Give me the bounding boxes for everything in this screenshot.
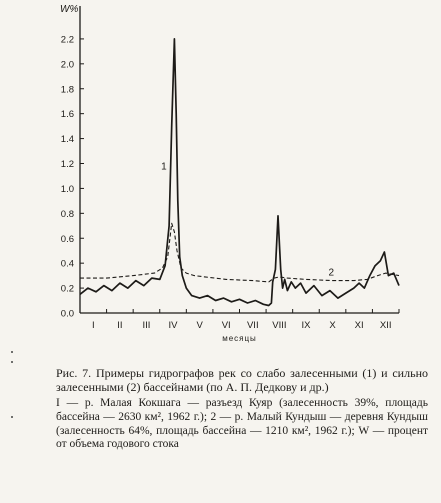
x-tick-label: I (91, 320, 95, 331)
y-tick-label: 0.2 (60, 283, 74, 295)
y-tick-label: 0.6 (60, 233, 74, 245)
y-tick-label: 1.0 (60, 183, 74, 195)
y-axis-label: W% (60, 4, 79, 15)
y-tick-label: 0.8 (60, 208, 74, 220)
caption-title: Рис. 7. Примеры гидрографов рек со слабо залесенными (1) и сильно залесенными (2) бассейнами (по А. П. Дедкову и др.) (56, 366, 428, 395)
x-tick-label: IV (168, 320, 178, 331)
x-tick-label: XII (379, 320, 392, 331)
x-tick-label: X (329, 320, 336, 331)
x-tick-label: VIII (272, 320, 287, 331)
figure-caption (56, 366, 428, 452)
y-tick-label: 1.4 (60, 134, 74, 146)
x-tick-label: V (196, 320, 203, 331)
x-tick-label: VII (246, 320, 259, 331)
margin-dot (11, 416, 13, 418)
y-tick-label: 2.2 (60, 34, 74, 46)
margin-dot (11, 351, 13, 353)
x-tick-label: III (142, 320, 151, 331)
x-tick-label: XI (354, 320, 364, 331)
y-tick-label: 1.2 (60, 159, 74, 170)
series-1-line (80, 39, 399, 306)
x-tick-label: VI (221, 320, 231, 331)
series-lines (80, 39, 399, 306)
x-tick-label: IX (301, 320, 311, 331)
caption-legend: I — р. Малая Кокшага — разъезд Куяр (залесенность 39%, площадь бассейна — 2630 км², 1962 г.); 2 — р. Малый Кундыш — деревня Кундыш (залесенность 64%, площадь бассейна — 1210 км², 1962 г.); W — процент от объема годового стока (56, 397, 428, 451)
margin-dot (11, 361, 13, 363)
y-tick-label: 0.0 (60, 308, 74, 320)
y-tick-label: 2.0 (60, 59, 74, 71)
y-tick-label: 0.4 (60, 258, 74, 270)
x-tick-label: II (117, 320, 123, 331)
x-axis-ticks (80, 309, 399, 331)
series-2-line (80, 223, 399, 282)
x-axis-label: месяцы (222, 334, 257, 343)
y-tick-label: 1.6 (60, 109, 74, 121)
y-tick-label: 1.8 (60, 84, 74, 96)
series-2-label: 2 (328, 267, 335, 279)
series-1-label: 1 (161, 161, 167, 173)
